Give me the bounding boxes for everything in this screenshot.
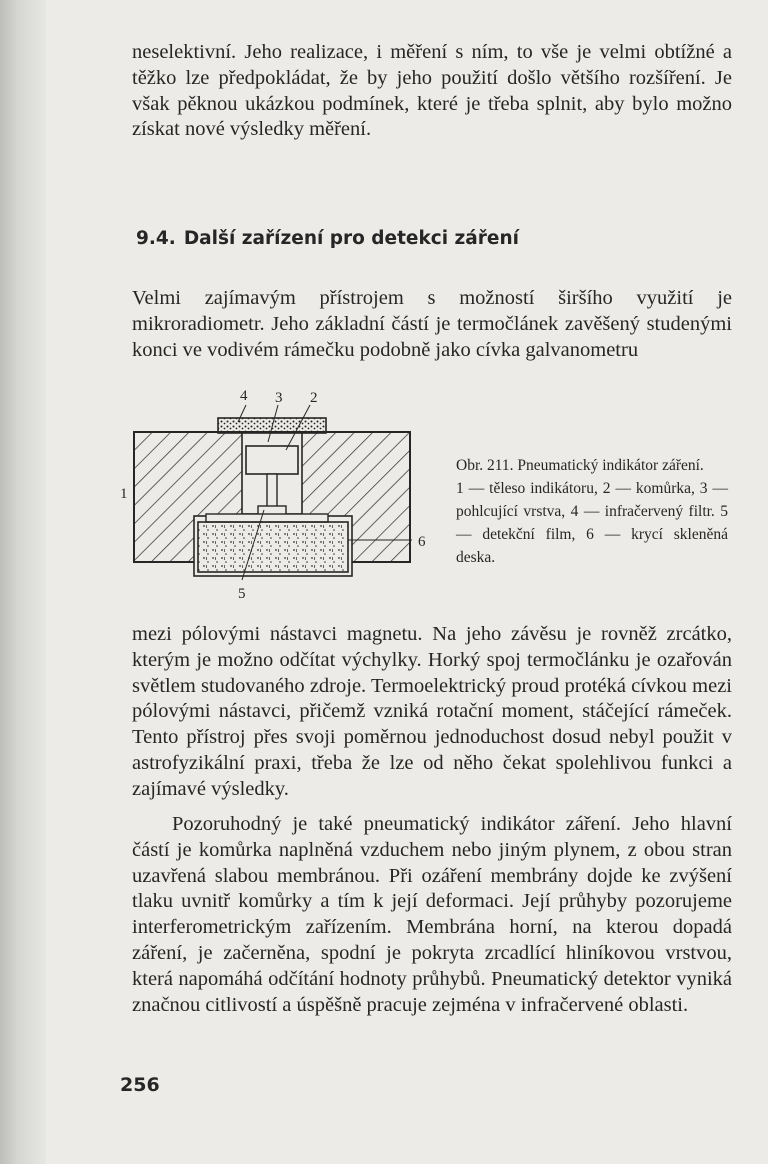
figure-caption-title: Obr. 211. Pneumatický indikátor záření. — [456, 457, 704, 474]
chamber-stem — [267, 474, 277, 510]
figure-caption-legend: 1 — těleso indikátoru, 2 — komůrka, 3 — pohlcující vrstva, 4 — infračervený filtr. 5 — detekční film, 6 — krycí skleněná deska. — [456, 480, 728, 566]
page-number: 256 — [120, 1074, 160, 1096]
paragraph-microradiometer: Velmi zajímavým přístrojem s možností širšího využití je mikroradiometr. Jeho základní částí je termočlánek zavěšený studenými konci ve vodivém rámečku podobně jako cívka galvanometru — [132, 287, 732, 361]
infrared-filter — [206, 514, 328, 522]
callout-3: 3 — [275, 390, 283, 406]
paragraph-pneumatic: Pozoruhodný je také pneumatický indikátor záření. Jeho hlavní částí je komůrka naplněná vzduchem nebo jiným plynem, z obou stran uzavřená slabou membránou. Při ozáření membrány dojde ke zvýšení tlaku uvnitř komůrky a tím k její deformaci. Její průhyby pozorujeme interferometrickým zařízením. Membrána horní, na kterou dopadá záření, je začerněna, spodní je pokryta zrcadlící hliníkovou vrstvou, která napomáhá odčítání hodnoty průhybů. Pneumatický detektor vyniká značnou citlivostí a úspěšně pracuje zejména v infračervené oblasti. — [132, 813, 732, 1016]
callout-2: 2 — [310, 390, 318, 406]
section-number: 9.4. — [136, 228, 176, 249]
callout-5: 5 — [238, 586, 246, 602]
figure-pneumatic-indicator — [112, 380, 432, 610]
intro-paragraph: neselektivní. Jeho realizace, i měření s ním, to vše je velmi obtížné a těžko lze předpokládat, že by jeho použití došlo většího rozšíření. Je však pěknou ukázkou podmínek, které je třeba splnit, aby bylo možno získat nové výsledky měření. — [132, 41, 732, 141]
chamber — [246, 446, 298, 474]
section-heading — [136, 228, 519, 249]
paragraph-magnet: mezi pólovými nástavci magnetu. Na jeho závěsu je rovněž zrcátko, kterým je možno odčítat výchylky. Horký spoj termočlánku je ozařován světlem studovaného zdroje. Termoelektrický proud protéká cívkou mezi pólovými nástavci, přičemž vzniká rotační moment, stáčející rámeček. Tento přístroj přes svoji poměrnou jednoduchost dosud nebyl použit v astrofyzikální praxi, třeba že lze od něho čekat spolehlivou funkci a zajímavé výsledky. — [132, 623, 732, 800]
figure-caption — [456, 454, 728, 569]
callout-4: 4 — [240, 388, 248, 404]
section-title: Další zařízení pro detekci záření — [183, 228, 519, 249]
figure-diagram — [112, 380, 432, 610]
detection-film — [198, 522, 348, 572]
callout-6: 6 — [418, 534, 426, 550]
callout-1: 1 — [120, 486, 128, 502]
